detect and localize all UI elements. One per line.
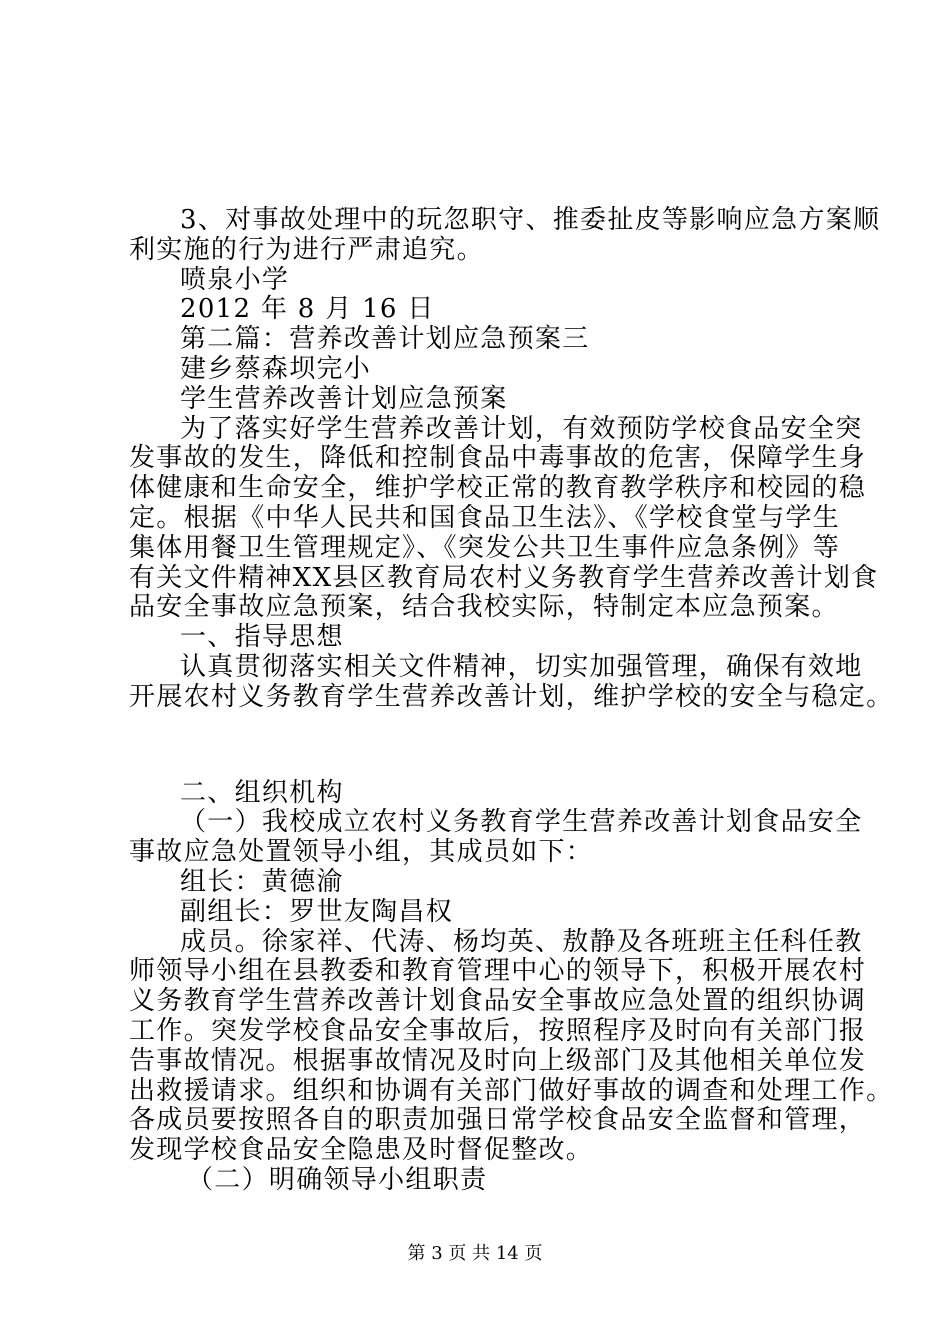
text-line: 有关文件精神XX县区教育局农村义务教育学生营养改善计划食 — [129, 562, 879, 593]
text-line: 喷泉小学 — [180, 264, 290, 295]
text-line: 二、组织机构 — [180, 777, 344, 808]
text-line: 开展农村义务教育学生营养改善计划，维护学校的安全与稳定。 — [129, 681, 894, 712]
text-line: 建乡蔡森坝完小 — [180, 353, 372, 384]
text-line: 副组长：罗世友陶昌权 — [180, 896, 454, 927]
text-line: 第二篇：营养改善计划应急预案三 — [180, 324, 590, 355]
text-line: 认真贯彻落实相关文件精神，切实加强管理，确保有效地 — [180, 651, 863, 682]
text-line: 为了落实好学生营养改善计划，有效预防学校食品安全突 — [180, 413, 863, 444]
text-line: 发现学校食品安全隐患及时督促整改。 — [129, 1135, 594, 1166]
text-line: 学生营养改善计划应急预案 — [180, 383, 508, 414]
document-body — [129, 205, 894, 1196]
text-line: 事故应急处置领导小组，其成员如下： — [129, 837, 594, 868]
text-line: 告事故情况。根据事故情况及时向上级部门及其他相关单位发 — [129, 1045, 867, 1076]
text-line: 工作。突发学校食品安全事故后，按照程序及时向有关部门报 — [129, 1015, 867, 1046]
text-line: （一）我校成立农村义务教育学生营养改善计划食品安全 — [180, 807, 863, 838]
text-line: 出救援请求。组织和协调有关部门做好事故的调查和处理工作。 — [129, 1075, 894, 1106]
page-footer: 第 3 页 共 14 页 — [407, 1243, 543, 1264]
text-line: 义务教育学生营养改善计划食品安全事故应急处置的组织协调 — [129, 986, 867, 1017]
text-line: 各成员要按照各自的职责加强日常学校食品安全监督和管理， — [129, 1105, 867, 1136]
text-line: 集体用餐卫生管理规定》、《突发公共卫生事件应急条例》等 — [129, 532, 841, 563]
text-line: 定。根据《中华人民共和国食品卫生法》、《学校食堂与学生 — [129, 502, 841, 533]
text-line: 3、对事故处理中的玩忽职守、推委扯皮等影响应急方案顺 — [180, 205, 881, 235]
text-line: 品安全事故应急预案，结合我校实际，特制定本应急预案。 — [129, 592, 839, 623]
text-line: 一、指导思想 — [180, 622, 344, 653]
text-line: 利实施的行为进行严肃追究。 — [129, 234, 484, 265]
text-line: 发事故的发生，降低和控制食品中毒事故的危害，保障学生身 — [129, 443, 867, 474]
text-line: 师领导小组在县教委和教育管理中心的领导下，积极开展农村 — [129, 956, 867, 987]
text-line: 2012 年 8 月 16 日 — [180, 294, 435, 325]
text-line: 组长：黄德渝 — [180, 866, 344, 897]
paragraph-gap — [129, 729, 890, 763]
text-line: （二）明确领导小组职责 — [187, 1164, 488, 1195]
text-line: 体健康和生命安全，维护学校正常的教育教学秩序和校园的稳 — [129, 473, 867, 504]
text-line: 成员。徐家祥、代涛、杨均英、敖静及各班班主任科任教 — [180, 926, 863, 957]
